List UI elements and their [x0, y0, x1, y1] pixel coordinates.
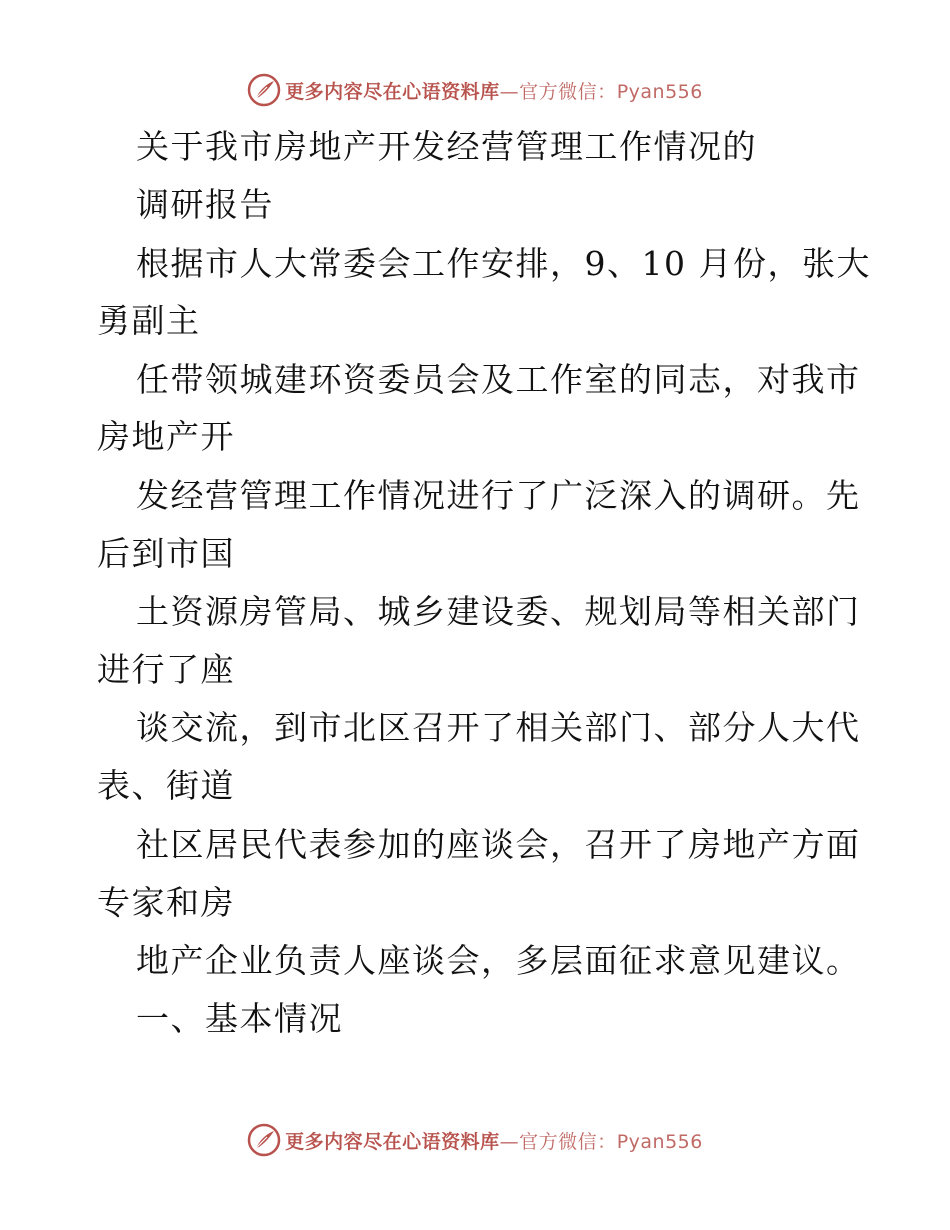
paragraph-line: 勇副主 — [97, 301, 201, 340]
document-title-line-2: 调研报告 — [136, 185, 274, 224]
watermark-separator: — — [499, 1130, 520, 1153]
header-watermark — [0, 70, 950, 110]
watermark-brand: 更多内容尽在心语资料库 — [285, 1130, 500, 1153]
watermark-id: Pyan556 — [616, 1130, 703, 1153]
paragraph-line: 进行了座 — [97, 650, 235, 689]
watermark-text — [285, 77, 703, 104]
section-heading: 一、基本情况 — [136, 999, 343, 1038]
watermark-brand: 更多内容尽在心语资料库 — [285, 80, 500, 103]
watermark-channel: 官方微信： — [519, 1130, 617, 1153]
watermark-separator: — — [499, 80, 520, 103]
paragraph-line: 房地产开 — [97, 417, 235, 456]
footer-watermark — [0, 1120, 950, 1160]
paragraph-line: 发经营管理工作情况进行了广泛深入的调研。先 — [136, 476, 861, 515]
watermark-text — [285, 1127, 703, 1154]
paragraph-line: 根据市人大常委会工作安排，9、10 月份，张大 — [136, 244, 871, 283]
paragraph-line: 社区居民代表参加的座谈会，召开了房地产方面 — [136, 825, 861, 864]
paragraph-line: 谈交流，到市北区召开了相关部门、部分人大代 — [136, 708, 861, 747]
paragraph-line: 后到市国 — [97, 534, 235, 573]
watermark-channel: 官方微信： — [519, 80, 617, 103]
document-title-line-1: 关于我市房地产开发经营管理工作情况的 — [136, 127, 757, 166]
watermark-id: Pyan556 — [616, 80, 703, 103]
feather-quill-logo-icon — [247, 1123, 281, 1157]
paragraph-line: 土资源房管局、城乡建设委、规划局等相关部门 — [136, 592, 861, 631]
paragraph-line: 表、街道 — [97, 766, 235, 805]
feather-quill-logo-icon — [247, 73, 281, 107]
paragraph-line: 任带领城建环资委员会及工作室的同志，对我市 — [136, 360, 861, 399]
paragraph-line: 地产企业负责人座谈会，多层面征求意见建议。 — [136, 941, 861, 980]
paragraph-line: 专家和房 — [97, 883, 235, 922]
